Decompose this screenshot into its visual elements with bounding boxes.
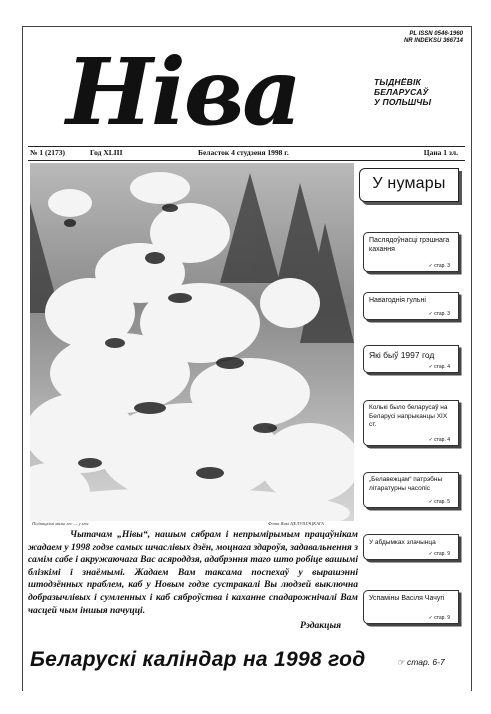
issn-block — [404, 31, 463, 45]
contents-item-title: Паслядоўнасці грэшнага кахання — [369, 237, 450, 253]
contents-item-title: „Белавежцам“ патрэбны літаратурны часопіс — [369, 476, 443, 492]
contents-item[interactable] — [363, 534, 459, 560]
volume-year: Год XLIII — [90, 148, 123, 157]
calendar-banner[interactable]: Беларускі калiндар на 1998 год — [30, 648, 366, 671]
editorial-greeting: Чытачам „Нівы“, нашым сябрам і непрымірымым працаўнікам жадаем у 1998 годзе самых шчаслівых дзён, моцнага здароўя, задавальнення з самім сабе і акружаючага Вас асяроддзя, адабрэння таго што робіце вашымі блізкімі і знаёмымі. Жадаем Вам таксама поспехаў у вырашэнні штодзённых праблем, каб у Новым годзе сустракалі Вы людзей выключна добразычлівых і сумленных і каб сяброўства і каханне спадарожнічалі Вам часцей чым іншыя пачуцці. — [28, 529, 358, 616]
tagline-line-2: БЕЛАРУСАЎ — [374, 87, 429, 97]
calendar-page-ref: ☞ стар. 6-7 — [397, 657, 445, 667]
price: Цана 1 зл. — [423, 148, 458, 157]
dateline — [28, 148, 464, 160]
contents-item[interactable] — [363, 472, 459, 508]
contents-item-page: ✓ стар. 3 — [428, 311, 450, 317]
index-line: NR INDEKSU 366714 — [403, 38, 463, 44]
place-date: Беласток 4 студзеня 1998 г. — [198, 148, 289, 157]
contents-item[interactable] — [363, 292, 459, 320]
tagline-line-3: У ПОЛЬШЧЫ — [374, 97, 432, 107]
contents-item[interactable] — [363, 345, 459, 373]
masthead-title: Ніва — [66, 38, 300, 146]
contents-item[interactable] — [363, 232, 459, 272]
contents-item-title: Успаміны Васіля Чачугі — [369, 595, 445, 602]
rule-top — [28, 146, 465, 147]
contents-item-page: ✓ стар. 9 — [428, 615, 450, 621]
contents-item-page: ✓ стар. 4 — [428, 437, 450, 443]
editorial-signature: Рэдакцыя — [300, 620, 342, 631]
contents-item[interactable] — [363, 400, 459, 446]
contents-item-page: ✓ стар. 4 — [428, 364, 450, 370]
issue-number: № 1 (2173) — [30, 148, 66, 157]
contents-item-page: ✓ стар. 5 — [428, 499, 450, 505]
contents-title: У нумары — [372, 175, 446, 192]
photo-credit: Фота Янкі ЦЕЛУШЭЦКАГА — [268, 521, 324, 526]
contents-item-title: У абдымках злачынца — [369, 539, 436, 546]
contents-item-title: Колькі было беларусаў на Беларусі напрыканцы XIX ст. — [369, 404, 448, 428]
contents-item-page: ✓ стар. 3 — [428, 263, 450, 269]
contents-item-title: Навагоднія гульні — [369, 297, 426, 304]
issn-line: PL ISSN 0546-1960 — [409, 31, 463, 37]
contents-item[interactable] — [363, 590, 459, 624]
photo-illustration — [30, 163, 354, 521]
tagline — [374, 77, 431, 107]
photo-caption: Піліпацкімі малы лес — у мос — [32, 521, 89, 526]
contents-header — [359, 168, 459, 202]
tagline-line-1: ТЫДНЁВІК — [374, 77, 421, 87]
masthead-logo — [60, 38, 360, 148]
contents-item-title: Які быў 1997 год — [369, 350, 435, 360]
contents-item-page: ✓ стар. 9 — [428, 551, 450, 557]
rule-bottom — [28, 160, 465, 161]
snow-tree-photo — [30, 163, 354, 521]
